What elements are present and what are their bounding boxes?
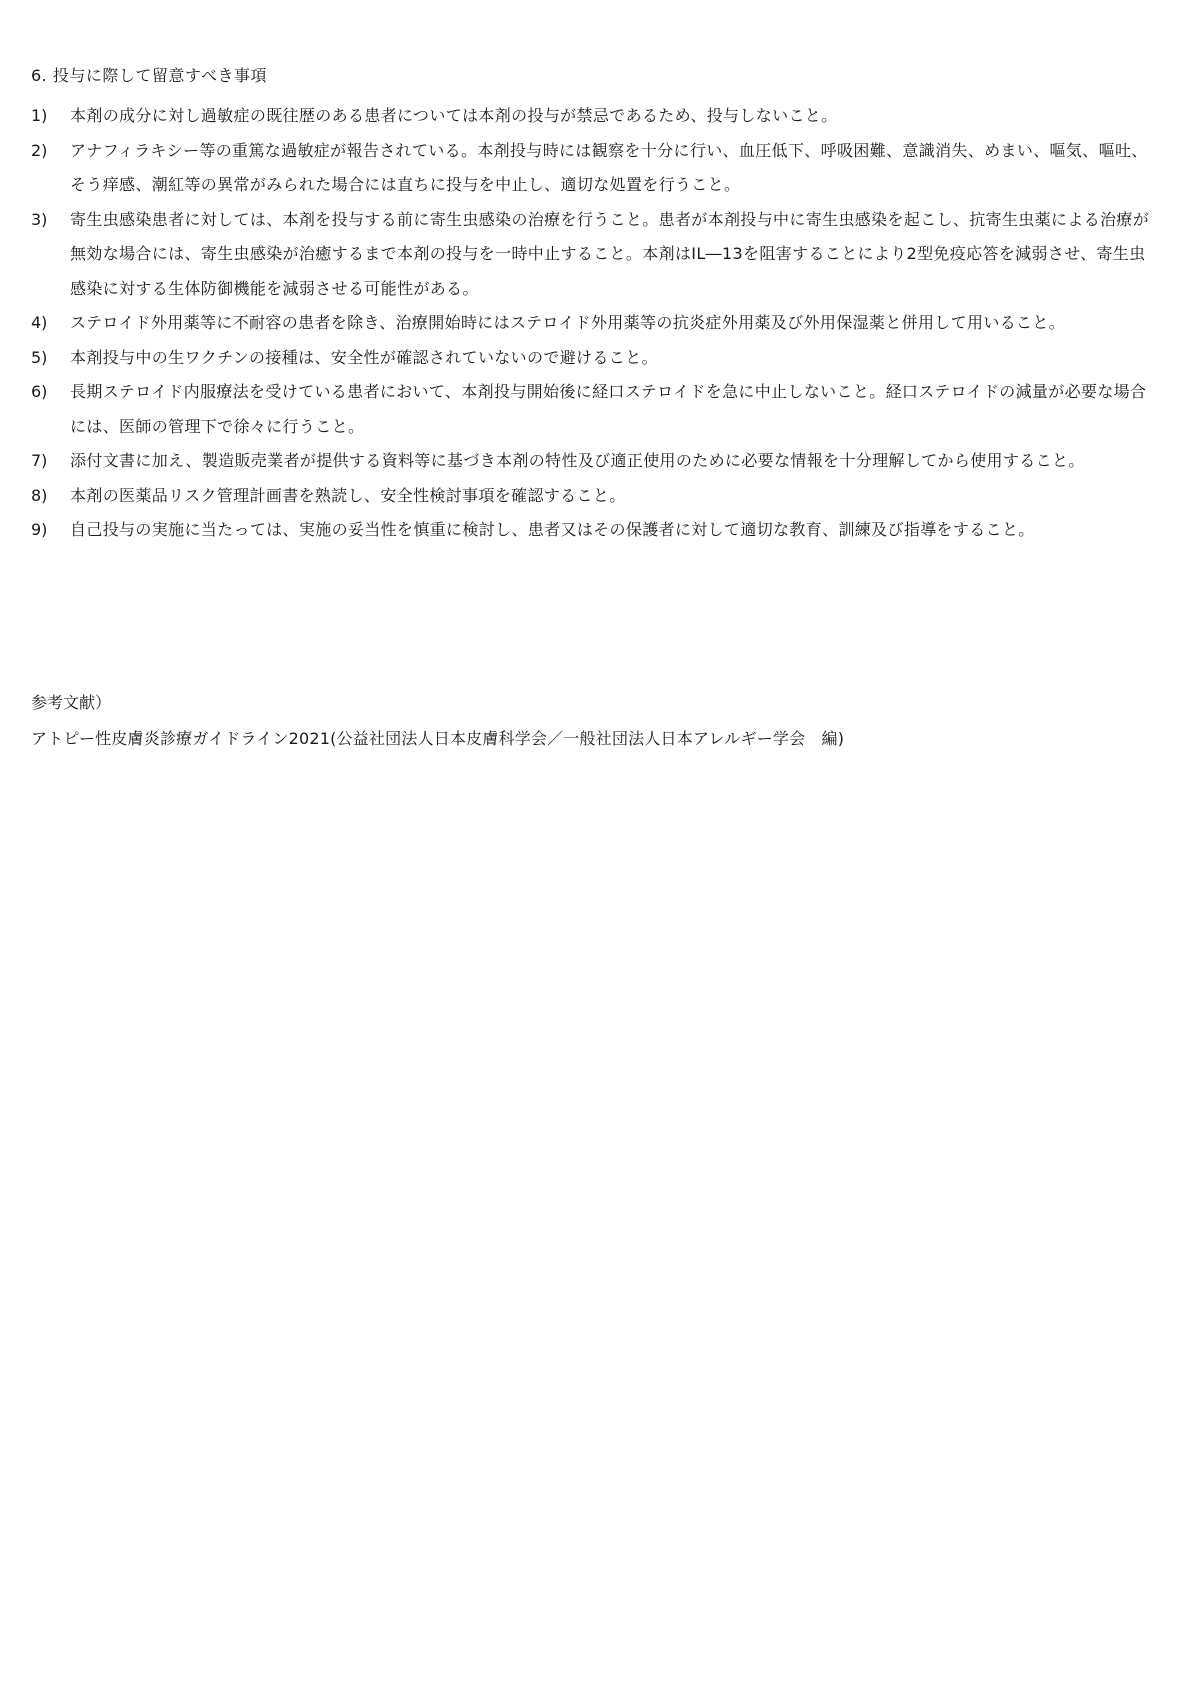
item-text: 本剤の成分に対し過敏症の既往歴のある患者については本剤の投与が禁忌であるため、投与しないこと。	[70, 106, 838, 125]
item-text: 長期ステロイド内服療法を受けている患者において、本剤投与開始後に経口ステロイドを急に中止しないこと。経口ステロイドの減量が必要な場合には、医師の管理下で徐々に行うこと。	[70, 382, 1147, 436]
precaution-list	[31, 99, 1151, 548]
item-number: 6)	[31, 382, 48, 401]
list-item	[31, 513, 1151, 548]
item-number: 5)	[31, 347, 48, 367]
list-item	[31, 99, 1151, 134]
list-item	[31, 134, 1151, 203]
references-title: 参考文献）	[31, 693, 112, 712]
list-item	[31, 203, 1151, 307]
item-text: 本剤の医薬品リスク管理計画書を熟読し、安全性検討事項を確認すること。	[70, 485, 626, 505]
item-number: 3)	[31, 209, 48, 229]
reference-entry: アトピー性皮膚炎診療ガイドライン2021(公益社団法人日本皮膚科学会／一般社団法人日本アレルギー学会 編)	[31, 729, 845, 748]
list-item	[31, 444, 1151, 479]
section-title: 6. 投与に際して留意すべき事項	[31, 66, 268, 85]
item-number: 4)	[31, 313, 48, 332]
item-text: 本剤投与中の生ワクチンの接種は、安全性が確認されていないので避けること。	[70, 347, 658, 367]
item-text: ステロイド外用薬等に不耐容の患者を除き、治療開始時にはステロイド外用薬等の抗炎症外用薬及び外用保湿薬と併用して用いること。	[70, 313, 1066, 332]
item-number: 7)	[31, 451, 48, 470]
list-item	[31, 306, 1151, 341]
item-number: 1)	[31, 106, 48, 125]
item-text: 添付文書に加え、製造販売業者が提供する資料等に基づき本剤の特性及び適正使用のために必要な情報を十分理解してから使用すること。	[70, 451, 1085, 470]
list-item	[31, 375, 1151, 444]
item-number: 9)	[31, 520, 48, 539]
list-item	[31, 341, 1151, 376]
item-text: アナフィラキシー等の重篤な過敏症が報告されている。本剤投与時には観察を十分に行い、血圧低下、呼吸困難、意識消失、めまい、嘔気、嘔吐、そう痒感、潮紅等の異常がみられた場合には直ちに投与を中止し、適切な処置を行うこと。	[70, 140, 1148, 194]
item-number: 2)	[31, 140, 48, 160]
item-text: 自己投与の実施に当たっては、実施の妥当性を慎重に検討し、患者又はその保護者に対して適切な教育、訓練及び指導をすること。	[70, 520, 1035, 539]
list-item	[31, 479, 1151, 514]
item-number: 8)	[31, 485, 48, 505]
item-text: 寄生虫感染患者に対しては、本剤を投与する前に寄生虫感染の治療を行うこと。患者が本剤投与中に寄生虫感染を起こし、抗寄生虫薬による治療が無効な場合には、寄生虫感染が治癒するまで本剤の投与を一時中止すること。本剤はIL―13を阻害することにより2型免疫応答を減弱させ、寄生虫感染に対する生体防御機能を減弱させる可能性がある。	[70, 209, 1150, 298]
